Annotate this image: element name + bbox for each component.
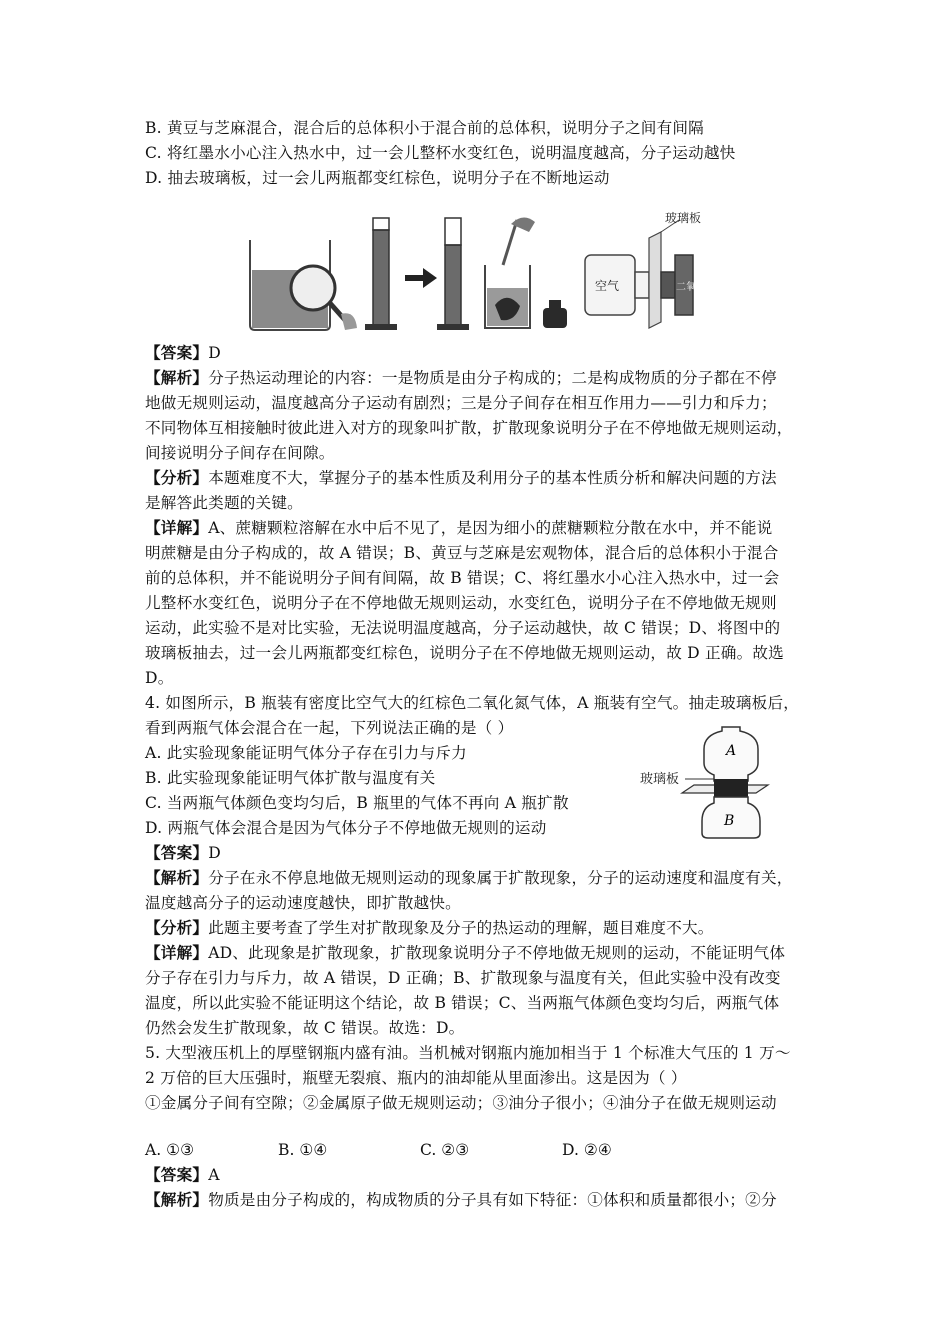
arrow-icon [405,268,437,288]
q5-option-d: D. ②④ [562,1141,612,1159]
q5-analysis-line-1 [145,1190,777,1210]
q4-analysis-line-2: 温度越高分子的运动速度越快，即扩散越快。 [145,894,461,912]
answer-tag: 【答案】 [145,343,209,362]
answer-value: A [208,1166,220,1184]
q5-option-a: A. ①③ [145,1141,195,1159]
q3-analysis-line-1 [145,368,777,388]
q3-analysis-line-4: 间接说明分子间存在间隙。 [145,444,335,462]
q3-experiment-figure [245,210,716,335]
detail-tag: 【详解】 [145,518,209,537]
answer-tag: 【答案】 [145,843,209,862]
q4-detail-line-3: 温度，所以此实验不能证明这个结论，故 B 错误；C、当两瓶气体颜色变均匀后，两瓶气体 [145,994,780,1012]
cylinder-after-illustration [437,218,469,330]
detail-tag: 【详解】 [145,943,209,962]
detail-text: A、蔗糖颗粒溶解在水中后不见了，是因为细小的蔗糖颗粒分散在水中，并不能说 [208,519,773,537]
q3-option-b: B. 黄豆与芝麻混合，混合后的总体积小于混合前的总体积，说明分子之间有间隔 [145,119,704,137]
q3-answer [145,343,221,363]
q4-detail-line-1 [145,943,785,963]
gas-bottles-illustration [585,210,716,328]
q4-option-d: D. 两瓶气体会混合是因为气体分子不停地做无规则的运动 [145,819,547,837]
answer-value: D [208,344,221,362]
q4-option-b: B. 此实验现象能证明气体扩散与温度有关 [145,769,436,787]
q4-fenxi-line-1 [145,918,714,938]
cylinder-before-illustration [365,218,397,330]
q4-stem-line-2: 看到两瓶气体会混合在一起，下列说法正确的是（ ） [145,719,514,737]
q3-detail-line-6: 玻璃板抽去，过一会儿两瓶都变红棕色，说明分子在不停地做无规则运动，故 D 正确。故选 [145,644,784,662]
answer-value: D [208,844,221,862]
q3-analysis-line-3: 不同物体互相接触时彼此进入对方的现象叫扩散，扩散现象说明分子在不停地做无规则运动， [145,419,793,437]
analysis-text: 物质是由分子构成的，构成物质的分子具有如下特征：①体积和质量都很小；②分 [208,1191,777,1209]
q3-fenxi-line-1 [145,468,777,488]
no2-label: 二氧化氮 [676,282,716,293]
ink-beaker-illustration [485,217,535,328]
q3-detail-line-1 [145,518,772,538]
q4-bottle-figure [640,725,780,840]
analysis-tag: 【解析】 [145,1190,209,1209]
q3-option-d: D. 抽去玻璃板，过一会儿两瓶都变红棕色，说明分子在不断地运动 [145,169,610,187]
fenxi-tag: 【分析】 [145,468,209,487]
q3-detail-line-7: D。 [145,669,174,687]
glass-plate-label: 玻璃板 [665,211,702,225]
q4-option-a: A. 此实验现象能证明气体分子存在引力与斥力 [145,744,467,762]
q4-stem-line-1: 4. 如图所示，B 瓶装有密度比空气大的红棕色二氧化氮气体，A 瓶装有空气。抽走玻璃板后， [145,694,800,712]
q3-option-c: C. 将红墨水小心注入热水中，过一会儿整杯水变红色，说明温度越高，分子运动越快 [145,144,736,162]
q4-answer [145,843,221,863]
q5-answer [145,1165,220,1185]
q3-analysis-line-2: 地做无规则运动，温度越高分子运动有剧烈；三是分子间存在相互作用力——引力和斥力； [145,394,777,412]
detail-text: AD、此现象是扩散现象，扩散现象说明分子不停地做无规则的运动，不能证明气体 [208,944,786,962]
bottle-b-label: B [724,813,735,829]
q4-detail-line-2: 分子存在引力与斥力，故 A 错误，D 正确；B、扩散现象与温度有关，但此实验中没有改变 [145,969,781,987]
ink-bottle-illustration [543,300,567,328]
q3-detail-line-3: 前的总体积，并不能说明分子间有间隔，故 B 错误；C、将红墨水小心注入热水中，过一会 [145,569,780,587]
q5-option-c: C. ②③ [420,1141,470,1159]
q5-stem-line-2: 2 万倍的巨大压强时，瓶壁无裂痕、瓶内的油却能从里面渗出。这是因为（ ） [145,1069,687,1087]
q3-fenxi-line-2: 是解答此类题的关键。 [145,494,303,512]
q3-detail-line-2: 明蔗糖是由分子构成的，故 A 错误；B、黄豆与芝麻是宏观物体，混合后的总体积小于混合 [145,544,779,562]
analysis-tag: 【解析】 [145,868,209,887]
q4-option-c: C. 当两瓶气体颜色变均匀后，B 瓶里的气体不再向 A 瓶扩散 [145,794,569,812]
q5-stem-line-1: 5. 大型液压机上的厚壁钢瓶内盛有油。当机械对钢瓶内施加相当于 1 个标准大气压的 1 万～ [145,1044,791,1062]
analysis-text: 分子在永不停息地做无规则运动的现象属于扩散现象，分子的运动速度和温度有关， [208,869,793,887]
answer-tag: 【答案】 [145,1165,209,1184]
bottle-a-label: A [726,743,737,759]
fenxi-text: 本题难度不大，掌握分子的基本性质及利用分子的基本性质分析和解决问题的方法 [208,469,777,487]
q5-stem-line-3: ①金属分子间有空隙；②金属原子做无规则运动；③油分子很小；④油分子在做无规则运动 [145,1094,777,1112]
q4-analysis-line-1 [145,868,793,888]
q4-detail-line-4: 仍然会发生扩散现象，故 C 错误。故选：D。 [145,1019,465,1037]
analysis-text: 分子热运动理论的内容：一是物质是由分子构成的；二是构成物质的分子都在不停 [208,369,777,387]
q3-detail-line-5: 运动，此实验不是对比实验，无法说明温度越高，分子运动越快，故 C 错误；D、将图中的 [145,619,781,637]
q3-detail-line-4: 儿整杯水变红色，说明分子在不停地做无规则运动，水变红色，说明分子在不停地做无规则 [145,594,777,612]
plate-label: 玻璃板 [640,772,680,787]
q5-option-b: B. ①④ [278,1141,328,1159]
fenxi-text: 此题主要考查了学生对扩散现象及分子的热运动的理解，题目难度不大。 [208,919,714,937]
air-label: 空气 [595,279,620,293]
beaker-magnifier-illustration [250,240,357,330]
fenxi-tag: 【分析】 [145,918,209,937]
analysis-tag: 【解析】 [145,368,209,387]
